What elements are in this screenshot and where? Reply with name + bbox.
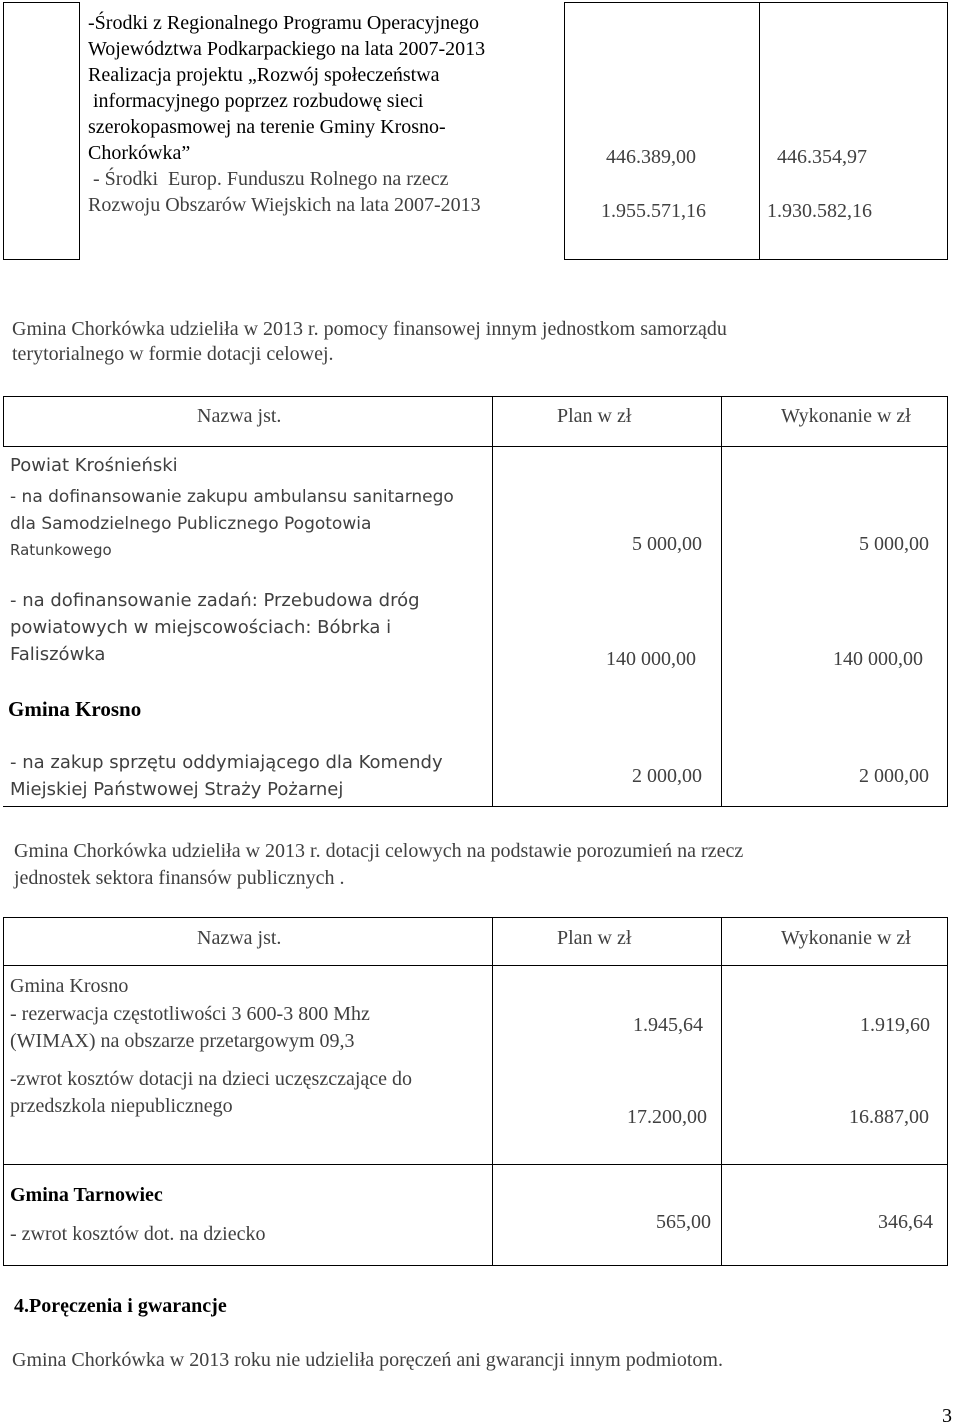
table3-item2-plan: 17.200,00 (627, 1106, 707, 1128)
desc-line: -Środki z Regionalnego Programu Operacyjnego (88, 12, 480, 34)
table2-item1-line3: Ratunkowego (10, 541, 112, 559)
desc-line: Rozwoju Obszarów Wiejskich na lata 2007-2013 (88, 194, 481, 216)
table2-item3-exec: 2 000,00 (859, 765, 929, 787)
table3-item1-exec: 1.919,60 (860, 1014, 930, 1036)
intro2-line1: Gmina Chorkówka udzieliła w 2013 r. dotacji celowych na podstawie porozumień na rzecz (14, 840, 744, 862)
intro1-line2: terytorialnego w formie dotacji celowej. (12, 343, 334, 365)
desc-line: szerokopasmowej na terenie Gminy Krosno- (88, 116, 446, 138)
top-plan-value-1: 446.389,00 (606, 146, 696, 168)
table2-item1-line1: - na dofinansowanie zakupu ambulansu sanitarnego (10, 487, 454, 507)
desc-line: - Środki Europ. Funduszu Rolnego na rzecz (88, 168, 449, 190)
table2-gmina: Gmina Krosno (8, 697, 142, 721)
table2-item3-line2: Miejskiej Państwowej Straży Pożarnej (10, 779, 344, 800)
table3-item1-plan: 1.945,64 (633, 1014, 703, 1036)
table3-item2-line2: przedszkola niepublicznego (10, 1095, 233, 1117)
section4-heading: 4.Poręczenia i gwarancje (14, 1295, 227, 1317)
table2-header-exec: Wykonanie w zł (781, 405, 911, 427)
table3-header-plan: Plan w zł (557, 927, 632, 949)
intro1-line1: Gmina Chorkówka udzieliła w 2013 r. pomocy finansowej innym jednostkom samorządu (12, 318, 727, 340)
table3-gmina-krosno: Gmina Krosno (10, 975, 129, 997)
table2-item3-line1: - na zakup sprzętu oddymiającego dla Komendy (10, 752, 443, 773)
table2-powiat: Powiat Krośnieński (10, 455, 178, 476)
table2-item2-line1: - na dofinansowanie zadań: Przebudowa dróg (10, 590, 420, 611)
table3-item3-exec: 346,64 (878, 1211, 933, 1233)
table3-header-exec: Wykonanie w zł (781, 927, 911, 949)
table3-item3-plan: 565,00 (656, 1211, 711, 1233)
desc-line: Województwa Podkarpackiego na lata 2007-2013 (88, 38, 486, 60)
table2-header-name: Nazwa jst. (197, 405, 282, 427)
table3-header-name: Nazwa jst. (197, 927, 282, 949)
page-number: 3 (942, 1405, 952, 1427)
table2-item2-exec: 140 000,00 (833, 648, 923, 670)
table2-header-plan: Plan w zł (557, 405, 632, 427)
table3-item1-line1: - rezerwacja częstotliwości 3 600-3 800 Mhz (10, 1003, 370, 1025)
table3-item2-line1: -zwrot kosztów dotacji na dzieci uczęszczające do (10, 1068, 413, 1090)
top-exec-value-2: 1.930.582,16 (767, 200, 872, 222)
table3-item3-line1: - zwrot kosztów dot. na dziecko (10, 1223, 266, 1245)
desc-line: Chorkówka” (88, 142, 191, 164)
table2-item2-plan: 140 000,00 (606, 648, 696, 670)
desc-line: Realizacja projektu „Rozwój społeczeństwa (88, 64, 440, 86)
section4-text: Gmina Chorkówka w 2013 roku nie udzieliła poręczeń ani gwarancji innym podmiotom. (12, 1349, 723, 1371)
top-exec-value-1: 446.354,97 (777, 146, 867, 168)
table3-gmina-tarnowiec: Gmina Tarnowiec (10, 1184, 163, 1206)
table2-item1-exec: 5 000,00 (859, 533, 929, 555)
table2-item1-plan: 5 000,00 (632, 533, 702, 555)
desc-line: informacyjnego poprzez rozbudowę sieci (88, 90, 424, 112)
table2-item2-line3: Faliszówka (10, 644, 106, 665)
top-table-description (88, 10, 485, 218)
table2-item3-plan: 2 000,00 (632, 765, 702, 787)
table3-item1-line2: (WIMAX) na obszarze przetargowym 09,3 (10, 1030, 355, 1052)
top-plan-value-2: 1.955.571,16 (601, 200, 706, 222)
table3-item2-exec: 16.887,00 (849, 1106, 929, 1128)
table2-item2-line2: powiatowych w miejscowościach: Bóbrka i (10, 617, 392, 638)
intro2-line2: jednostek sektora finansów publicznych . (14, 867, 345, 889)
table2-item1-line2: dla Samodzielnego Publicznego Pogotowia (10, 514, 372, 534)
